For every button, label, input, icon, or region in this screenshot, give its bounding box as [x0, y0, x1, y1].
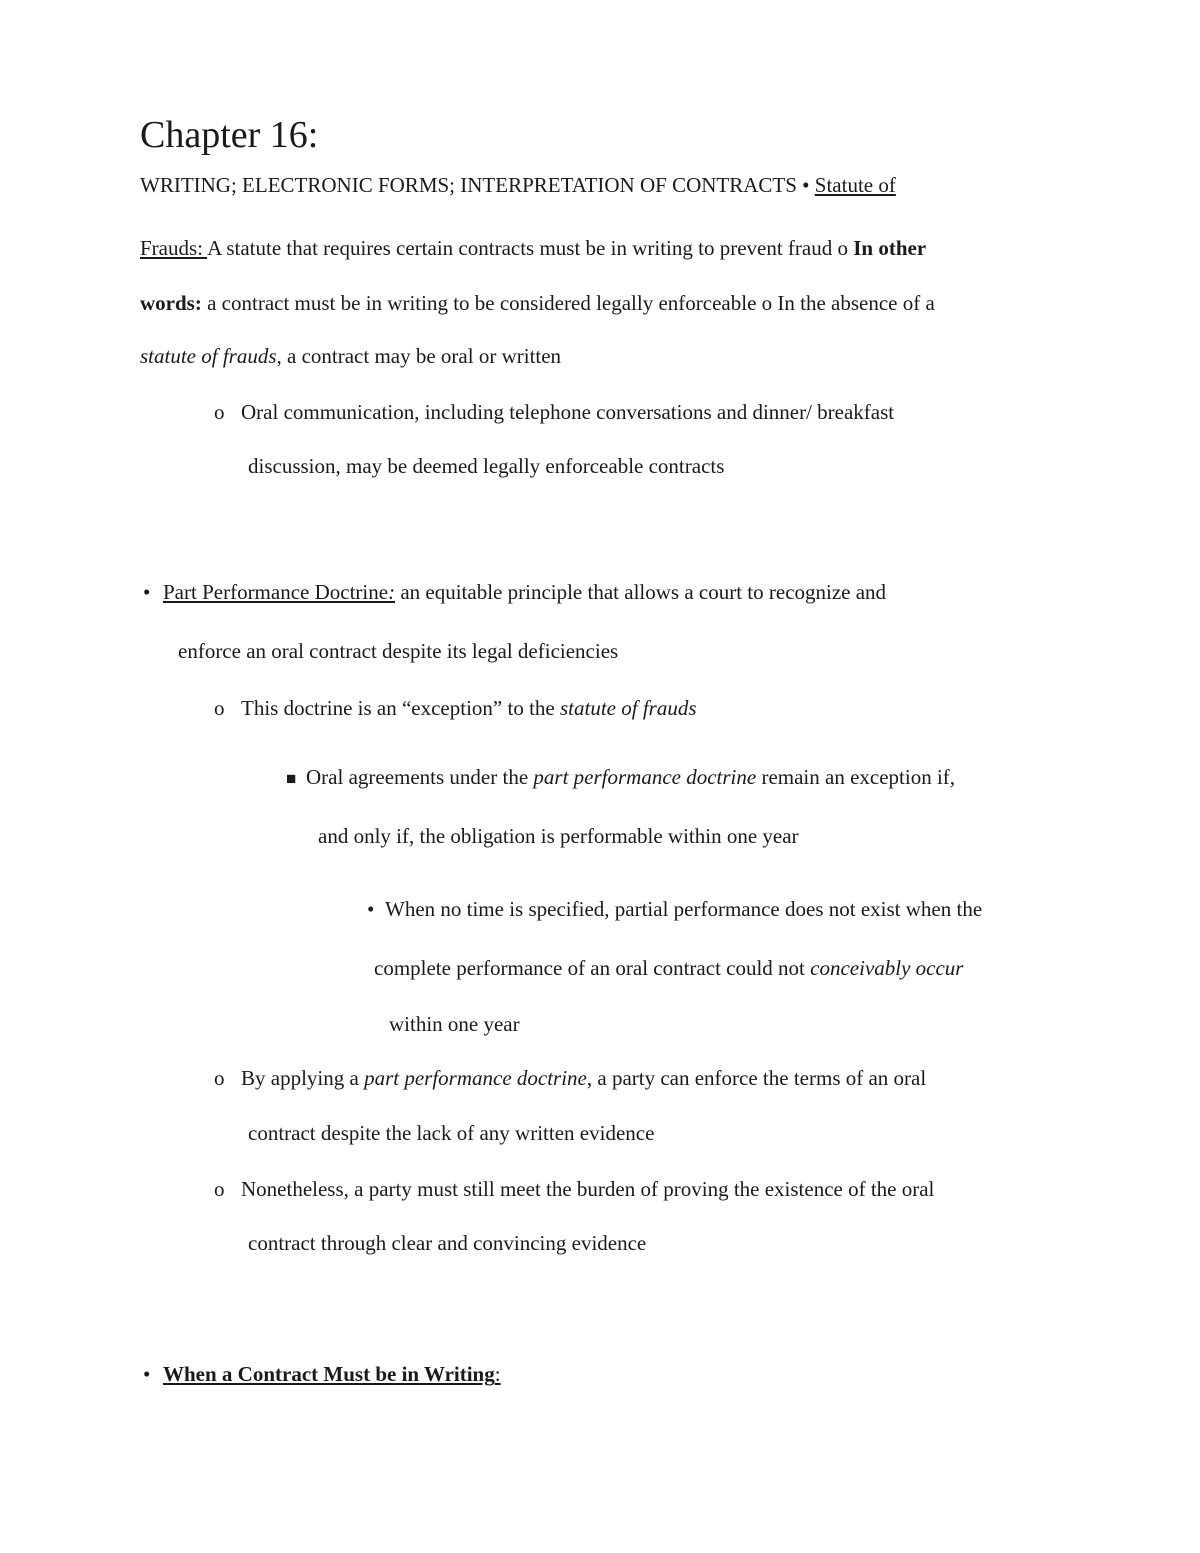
body-line — [248, 1230, 646, 1256]
sub-bullet-item — [214, 695, 697, 721]
body-line — [374, 955, 963, 981]
body-text: , a contract may be oral or written — [276, 344, 562, 368]
circle-bullet-icon: o — [761, 291, 773, 315]
bullet-icon: • — [802, 173, 810, 197]
square-bullet-icon: ■ — [286, 769, 297, 788]
term-colon: : — [388, 580, 396, 604]
body-text: contract through clear and convincing evidence — [248, 1231, 647, 1255]
body-text: Nonetheless, a party must still meet the burden of proving the existence of the oral — [241, 1177, 935, 1201]
term-part-performance: Part Performance Doctrine — [163, 580, 389, 604]
section-heading: When a Contract Must be in Writing — [163, 1362, 495, 1386]
bold-phrase: words: — [140, 291, 202, 315]
circle-bullet-icon: o — [214, 696, 225, 720]
body-text: enforce an oral contract despite its legal deficiencies — [178, 639, 619, 663]
bullet-item — [143, 1361, 501, 1387]
sub-bullet-item — [214, 1176, 934, 1202]
italic-phrase: part performance doctrine — [533, 765, 757, 789]
sub-bullet-item — [214, 399, 894, 425]
sub-sub-bullet-item — [286, 764, 955, 792]
definition-line — [140, 290, 935, 316]
body-line — [248, 1120, 654, 1146]
term-colon: : — [494, 1362, 501, 1386]
body-text: and only if, the obligation is performable within one year — [318, 824, 799, 848]
italic-phrase: part performance doctrine — [364, 1066, 587, 1090]
chapter-title: Chapter 16: — [140, 114, 319, 156]
definition-text: A statute that requires certain contracts must be in writing to prevent fraud — [207, 236, 833, 260]
level4-bullet-item — [367, 896, 982, 922]
bullet-icon: • — [143, 580, 151, 604]
circle-bullet-icon: o — [214, 1066, 225, 1090]
bullet-icon: • — [143, 1362, 151, 1386]
definition-line — [140, 235, 926, 261]
bullet-icon: • — [367, 897, 375, 921]
body-text: , a party can enforce the terms of an oral — [586, 1066, 927, 1090]
body-line — [389, 1011, 520, 1037]
body-text: a contract must be in writing to be considered legally enforceable — [201, 291, 757, 315]
body-text: contract despite the lack of any written evidence — [248, 1121, 655, 1145]
body-text: remain an exception if, — [756, 765, 956, 789]
bold-phrase: In other — [853, 236, 927, 260]
body-text: By applying a — [241, 1066, 365, 1090]
circle-bullet-icon: o — [214, 1177, 225, 1201]
term-continuation: Frauds: — [140, 236, 208, 260]
bullet-item — [143, 579, 886, 605]
sub-bullet-item — [214, 1065, 926, 1091]
body-text: complete performance of an oral contract could not — [374, 956, 811, 980]
body-text: When no time is specified, partial performance does not exist when the — [385, 897, 983, 921]
circle-bullet-icon: o — [214, 400, 225, 424]
body-text: Oral agreements under the — [306, 765, 534, 789]
body-line — [178, 638, 618, 664]
body-text: This doctrine is an “exception” to the — [241, 696, 560, 720]
body-text: an equitable principle that allows a court to recognize and — [395, 580, 887, 604]
body-text: In the absence of a — [777, 291, 935, 315]
italic-phrase: statute of frauds — [559, 696, 697, 720]
chapter-heading-line — [140, 172, 896, 198]
body-line — [140, 343, 561, 369]
body-text: Oral communication, including telephone conversations and dinner/ breakfast — [241, 400, 895, 424]
body-line — [248, 453, 724, 479]
body-text: within one year — [389, 1012, 520, 1036]
italic-phrase: statute of frauds — [140, 344, 277, 368]
body-text: discussion, may be deemed legally enforceable contracts — [248, 454, 725, 478]
chapter-heading: WRITING; ELECTRONIC FORMS; INTERPRETATION OF CONTRACTS — [140, 173, 797, 197]
term-statute-of-frauds: Statute of — [814, 173, 896, 197]
body-line — [318, 823, 799, 849]
circle-bullet-icon: o — [837, 236, 848, 260]
italic-phrase: conceivably occur — [810, 956, 964, 980]
